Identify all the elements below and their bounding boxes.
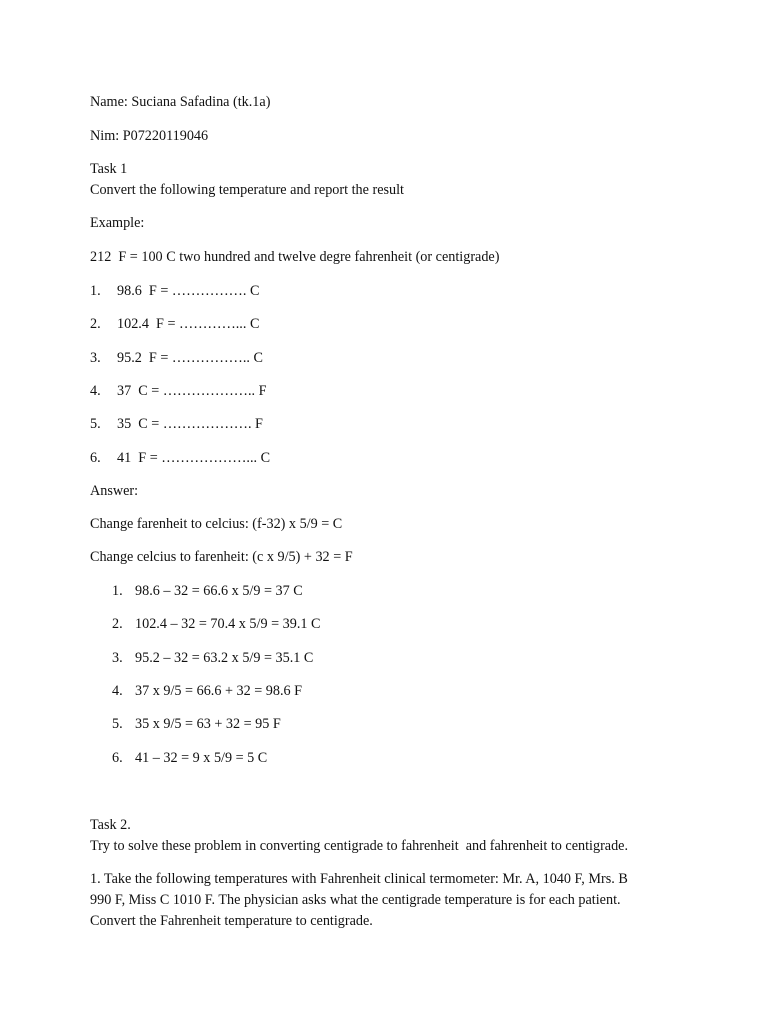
question-text: 98.6 F = ……………. C [117,283,260,299]
question-number: 2. [90,316,101,332]
question-text: 41 F = ………………... C [117,450,271,466]
answer-number: 5. [112,716,123,732]
formula-c-to-f: Change celcius to farenheit: (c x 9/5) + 32 = F [90,549,353,565]
problem-line: Convert the Fahrenheit temperature to centigrade. [90,913,373,929]
answer-number: 6. [112,750,123,766]
question-number: 3. [90,350,101,366]
task2-title: Task 2. [90,817,131,833]
question-text: 37 C = ……………….. F [117,383,267,399]
question-text: 95.2 F = …………….. C [117,350,263,366]
answer-number: 4. [112,683,123,699]
question-number: 4. [90,383,101,399]
formula-f-to-c: Change farenheit to celcius: (f-32) x 5/9 = C [90,516,343,532]
task1-instruction: Convert the following temperature and report the result [90,182,404,198]
task2-instruction: Try to solve these problem in converting centigrade to fahrenheit and fahrenheit to centigrade. [90,838,629,854]
problem-line: 990 F, Miss C 1010 F. The physician asks what the centigrade temperature is for each patient. [90,892,621,908]
answer-number: 2. [112,616,123,632]
question-text: 102.4 F = …………... C [117,316,260,332]
answer-text: 102.4 – 32 = 70.4 x 5/9 = 39.1 C [135,616,321,632]
question-number: 6. [90,450,101,466]
question-number: 5. [90,416,101,432]
answer-text: 35 x 9/5 = 63 + 32 = 95 F [135,716,281,732]
answer-number: 3. [112,650,123,666]
answer-number: 1. [112,583,123,599]
question-number: 1. [90,283,101,299]
student-name: Name: Suciana Safadina (tk.1a) [90,94,271,110]
problem-line: 1. Take the following temperatures with Fahrenheit clinical termometer: Mr. A, 1040 F, Mrs. B [90,871,628,887]
answer-text: 95.2 – 32 = 63.2 x 5/9 = 35.1 C [135,650,314,666]
student-nim: Nim: P07220119046 [90,128,209,144]
question-text: 35 C = ………………. F [117,416,263,432]
answer-label: Answer: [90,483,139,499]
task1-title: Task 1 [90,161,128,177]
answer-text: 98.6 – 32 = 66.6 x 5/9 = 37 C [135,583,303,599]
answer-text: 41 – 32 = 9 x 5/9 = 5 C [135,750,268,766]
example-label: Example: [90,215,145,231]
example-text: 212 F = 100 C two hundred and twelve degre fahrenheit (or centigrade) [90,249,500,265]
answer-text: 37 x 9/5 = 66.6 + 32 = 98.6 F [135,683,303,699]
